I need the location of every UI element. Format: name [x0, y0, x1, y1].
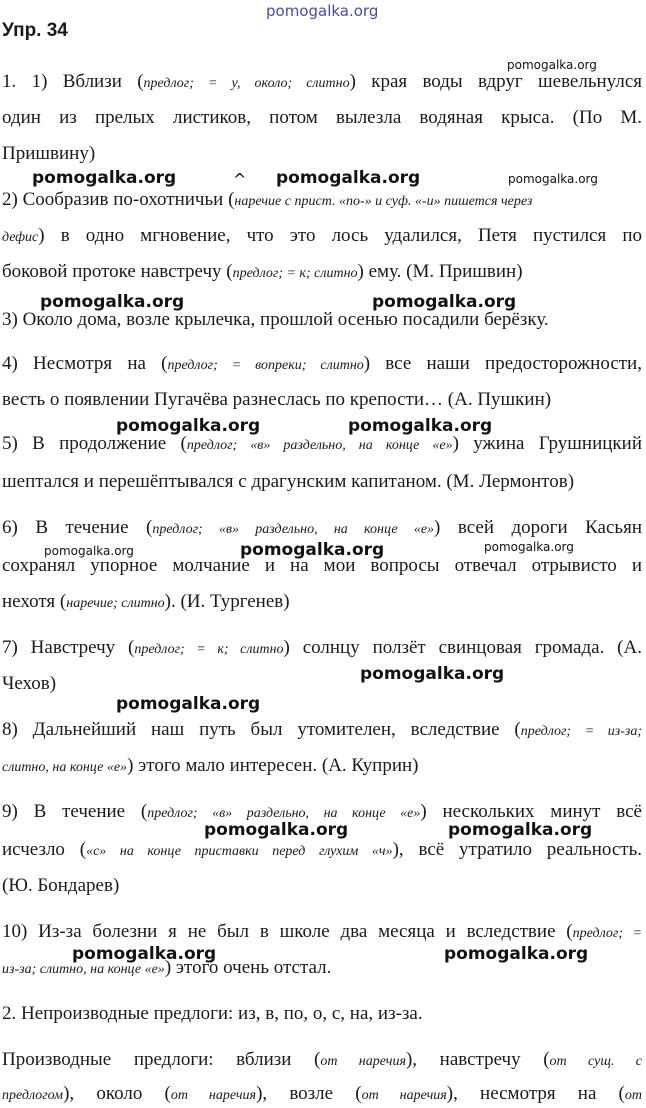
text-line: 10) Из-за болезни я не был в школе два месяца и вследствие (предлог; =	[2, 921, 642, 942]
text-line: 5) В продолжение (предлог; «в» раздельно, на конце «е») ужина Грушницкий	[2, 433, 642, 454]
watermark: pomogalka.org	[276, 168, 421, 188]
watermark: pomogalka.org	[44, 544, 134, 558]
text-line: (Ю. Бондарев)	[2, 875, 120, 896]
text-line: Производные предлоги: вблизи (от наречия), навстречу (от сущ. с	[2, 1049, 642, 1070]
watermark: pomogalka.org	[508, 172, 598, 186]
text-line: исчезло («с» на конце приставки перед глухим «ч»), всё утратило реальность.	[2, 839, 642, 860]
text-line: 6) В течение (предлог; «в» раздельно, на конце «е») всей дороги Касьян	[2, 517, 642, 538]
watermark: pomogalka.org	[32, 168, 177, 188]
text-line: 3) Около дома, возле крылечка, прошлой осенью посадили берёзку.	[2, 309, 549, 330]
watermark: pomogalka.org	[507, 58, 597, 72]
watermark: pomogalka.org	[204, 820, 349, 840]
text-line: 2) Сообразив по-охотничьи (наречие с прист. «по-» и суф. «-и» пишется через	[2, 189, 533, 210]
watermark: pomogalka.org	[448, 820, 593, 840]
text-line: весть о появлении Пугачёва разнеслась по крепости… (А. Пушкин)	[2, 389, 552, 410]
text-line: один из прелых листиков, потом вылезла водяная крыса. (По М.	[2, 107, 642, 128]
watermark: pomogalka.org	[444, 944, 589, 964]
watermark: pomogalka.org	[372, 292, 517, 312]
watermark: pomogalka.org	[240, 540, 385, 560]
text-line: 9) В течение (предлог; «в» раздельно, на конце «е») нескольких минут всё	[2, 801, 642, 822]
watermark: pomogalka.org	[116, 694, 261, 714]
text-line: предлогом), около (от наречия), возле (от наречия), несмотря на (от	[2, 1083, 642, 1104]
watermark-top: pomogalka.org	[266, 2, 379, 20]
text-line: 8) Дальнейший наш путь был утомителен, вследствие (предлог; = из-за;	[2, 719, 642, 740]
watermark: pomogalka.org	[40, 292, 185, 312]
watermark: pomogalka.org	[484, 540, 574, 554]
text-line: нехотя (наречие; слитно). (И. Тургенев)	[2, 591, 290, 612]
exercise-title: Упр. 34	[2, 20, 68, 41]
text-line: Чехов)	[2, 673, 57, 694]
text-line: 2. Непроизводные предлоги: из, в, по, о, с, на, из-за.	[2, 1003, 423, 1024]
text-line: 4) Несмотря на (предлог; = вопреки; слитно) все наши предосторожности,	[2, 353, 642, 374]
text-line: 1. 1) Вблизи (предлог; = у, около; слитно) края воды вдруг шевельнулся	[2, 71, 642, 92]
text-line: 7) Навстречу (предлог; = к; слитно) солнцу ползёт свинцовая громада. (А.	[2, 637, 642, 658]
text-line: слитно, на конце «е») этого мало интересен. (А. Куприн)	[2, 755, 419, 776]
text-line: шептался и перешёптывался с драгунским капитаном. (М. Лермонтов)	[2, 471, 575, 492]
caret-mark: ^	[233, 170, 247, 189]
text-line: дефис) в одно мгновение, что это лось удалился, Петя пустился по	[2, 225, 642, 246]
text-line: из-за; слитно, на конце «е») этого очень отстал.	[2, 957, 332, 978]
text-line: сохранял упорное молчание и на мои вопросы отвечал отрывисто и	[2, 555, 642, 576]
watermark: pomogalka.org	[72, 944, 217, 964]
text-line: боковой протоке навстречу (предлог; = к; слитно) ему. (М. Пришвин)	[2, 261, 523, 282]
watermark: pomogalka.org	[116, 416, 261, 436]
watermark: pomogalka.org	[348, 416, 493, 436]
text-line: Пришвину)	[2, 143, 96, 164]
watermark: pomogalka.org	[360, 664, 505, 684]
